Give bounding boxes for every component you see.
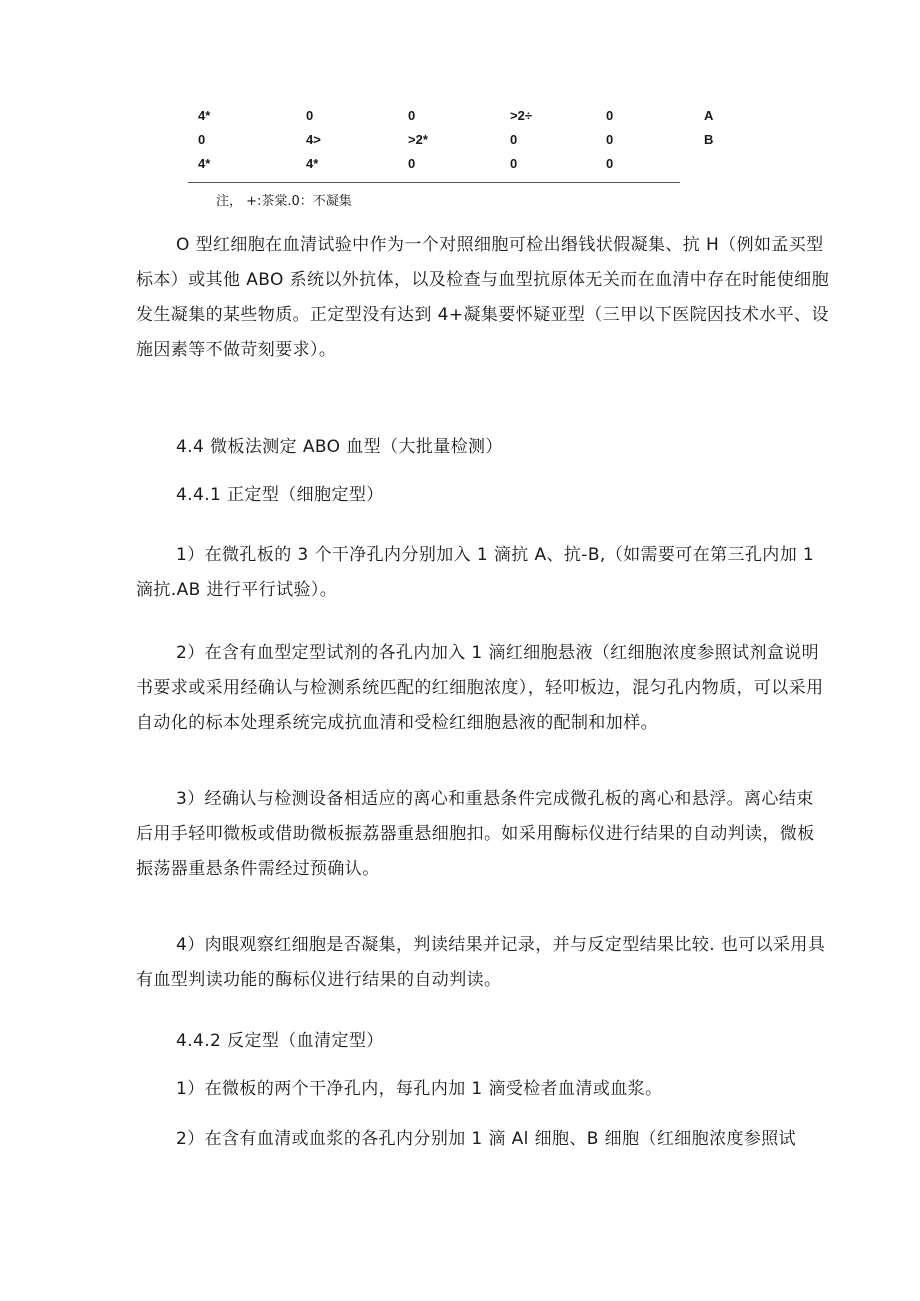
table-row (196, 108, 714, 132)
section-heading-4-4-1: 4.4.1 正定型（细胞定型） (176, 485, 384, 505)
table-cell: 0 (606, 156, 614, 171)
table-cell: 0 (198, 132, 206, 147)
table-bottom-rule (188, 182, 680, 183)
table-cell: >2÷ (510, 108, 532, 123)
reverse-step-2-paragraph: 2）在含有血清或血浆的各孔内分别加 1 滴 Al 细胞、B 细胞（红细胞浓度参照试 (176, 1129, 797, 1149)
table-cell: B (704, 132, 714, 147)
table-cell: 0 (510, 132, 518, 147)
table-cell: >2* (408, 132, 428, 147)
table-note: 注， +:茶棠.0：不凝集 (216, 194, 352, 209)
step-1-paragraph: 1）在微孔板的 3 个干净孔内分别加入 1 滴抗 A、抗-B,（如需要可在第三孔内加 1 滴抗.AB 进行平行试验）。 (136, 545, 815, 600)
table-cell: A (704, 108, 714, 123)
results-table (196, 108, 714, 180)
table-cell: 0 (606, 108, 614, 123)
step-3-paragraph: 3）经确认与检测设备相适应的离心和重悬条件完成微孔板的离心和悬浮。离心结束后用手轻叩微板或借助微板振荔器重悬细胞扣。如采用酶标仪进行结果的自动判读，微板振荡器重悬条件需经过预确认。 (136, 789, 815, 879)
step-4-paragraph: 4）肉眼观察红细胞是否凝集，判读结果并记录，并与反定型结果比较. 也可以采用具有血型判读功能的酶标仪进行结果的自动判读。 (136, 935, 826, 990)
paragraph-o-cells: O 型红细胞在血清试验中作为一个对照细胞可检出缗钱状假凝集、抗 H（例如孟买型标本）或其他 ABO 系统以外抗体，以及检查与血型抗原体无关而在血清中存在时能使细胞发生凝集的某些物质。正定型没有达到 4+凝集要怀疑亚型（三甲以下医院因技术水平、设施因素等不做苛刻要求）。 (136, 235, 829, 360)
section-heading-4-4-2: 4.4.2 反定型（血清定型） (176, 1031, 384, 1051)
table-row (196, 132, 714, 156)
section-heading-4-4: 4.4 微板法测定 ABO 血型（大批量检测） (176, 437, 503, 457)
table-cell: 0 (606, 132, 614, 147)
table-cell: 4* (306, 156, 319, 171)
table-cell: 4* (198, 156, 211, 171)
reverse-step-1-paragraph: 1）在微板的两个干净孔内，每孔内加 1 滴受检者血清或血浆。 (176, 1079, 663, 1099)
table-cell: 0 (408, 156, 416, 171)
table-cell: 4* (198, 108, 211, 123)
table-row (196, 156, 686, 180)
table-cell: 0 (510, 156, 518, 171)
step-2-paragraph: 2）在含有血型定型试剂的各孔内加入 1 滴红细胞悬液（红细胞浓度参照试剂盒说明书要求或采用经确认与检测系统匹配的红细胞浓度），轻叩板边，混匀孔内物质，可以采用自动化的标本处理系统完成抗血清和受检红细胞悬液的配制和加样。 (136, 643, 824, 733)
table-cell: 4> (306, 132, 321, 147)
table-cell: 0 (408, 108, 416, 123)
table-cell: 0 (306, 108, 314, 123)
